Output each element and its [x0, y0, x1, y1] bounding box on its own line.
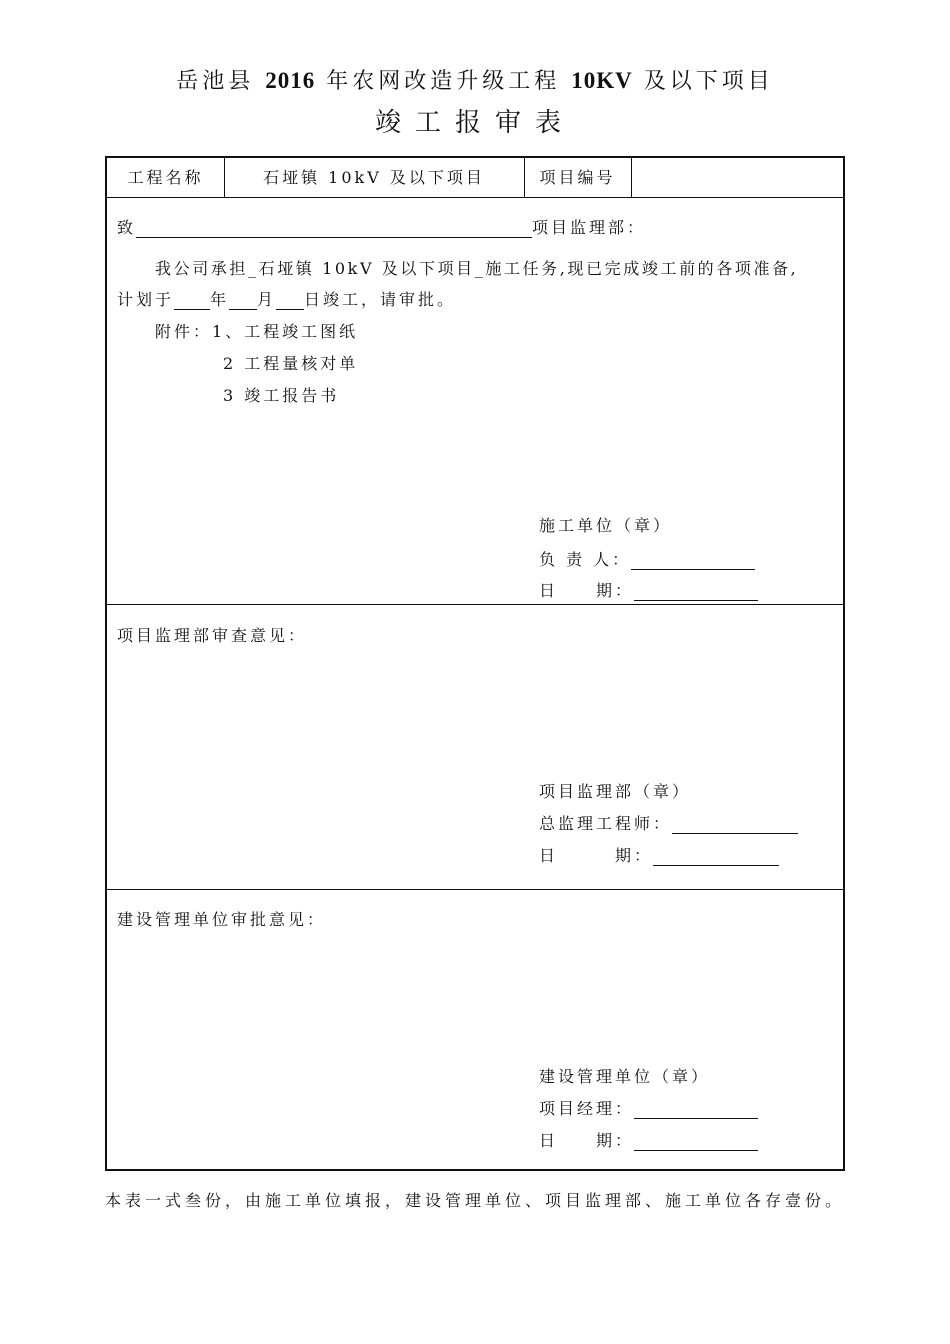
project-no-value[interactable]: [631, 158, 841, 198]
supervisor-date-line: [539, 846, 779, 866]
date-label: 日 期：: [539, 581, 635, 600]
footer-note: 本表一式叁份，由施工单位填报，建设管理单位、项目监理部、施工单位各存壹份。: [104, 1191, 845, 1210]
contractor-date-field[interactable]: [634, 583, 758, 601]
responsible-label: 负 责 人：: [539, 550, 632, 569]
plan-year-field[interactable]: [174, 292, 210, 310]
title-scope: 及以下项目: [643, 69, 774, 94]
chief-engineer-field[interactable]: [672, 816, 798, 834]
contractor-date-line: [539, 581, 758, 601]
owner-approval-heading: 建设管理单位审批意见：: [117, 910, 327, 929]
chief-engineer-label: 总监理工程师：: [539, 814, 673, 833]
to-label: 致: [117, 218, 137, 237]
supervisor-seal-label: 项目监理部（章）: [539, 782, 692, 801]
attachment-1: 附件：1、工程竣工图纸: [155, 322, 359, 341]
project-manager-label: 项目经理：: [539, 1099, 635, 1118]
project-manager-line: [539, 1099, 758, 1119]
divider: [107, 197, 843, 198]
form-title: 竣工报审表: [374, 108, 575, 138]
chief-engineer-line: [539, 814, 798, 834]
plan-prefix: 计划于: [117, 290, 175, 309]
title-voltage: 10KV: [571, 68, 633, 93]
month-label: 月: [257, 290, 277, 309]
title-project: 年农网改造升级工程: [326, 69, 561, 94]
attachment-2: 2 工程量核对单: [223, 354, 359, 373]
owner-seal-label: 建设管理单位（章）: [539, 1067, 711, 1086]
contractor-seal-label: 施工单位（章）: [539, 516, 673, 535]
owner-date-line: [539, 1131, 758, 1151]
title-county: 岳池县: [176, 69, 255, 94]
project-manager-field[interactable]: [634, 1101, 758, 1119]
project-name-label: 工程名称: [127, 168, 204, 187]
supervisor-date-field[interactable]: [653, 848, 779, 866]
title-year: 2016: [265, 68, 316, 93]
day-suffix: 日竣工，请审批。: [304, 290, 457, 309]
supervisor-opinion-heading: 项目监理部审查意见：: [117, 626, 308, 645]
project-no-label: 项目编号: [539, 168, 616, 187]
divider: [107, 889, 843, 890]
date-label: 日 期：: [539, 1131, 635, 1150]
responsible-line: [539, 550, 755, 570]
year-label: 年: [210, 290, 230, 309]
document-title: [0, 64, 950, 95]
date-label: 日 期：: [539, 846, 654, 865]
addressee-line: [117, 218, 646, 238]
addressee-field[interactable]: [136, 220, 532, 238]
plan-date-line: [117, 290, 456, 310]
application-text: 我公司承担_石垭镇 10kV 及以下项目_施工任务,现已完成竣工前的各项准备,: [155, 259, 799, 278]
project-name-value[interactable]: 石垭镇 10kV 及以下项目: [263, 168, 485, 187]
completion-report-form: [105, 156, 845, 1171]
plan-month-field[interactable]: [229, 292, 257, 310]
plan-day-field[interactable]: [276, 292, 304, 310]
owner-date-field[interactable]: [634, 1133, 758, 1151]
to-suffix: 项目监理部：: [532, 218, 647, 237]
attachment-3: 3 竣工报告书: [223, 386, 340, 405]
responsible-field[interactable]: [631, 552, 755, 570]
divider: [107, 604, 843, 605]
